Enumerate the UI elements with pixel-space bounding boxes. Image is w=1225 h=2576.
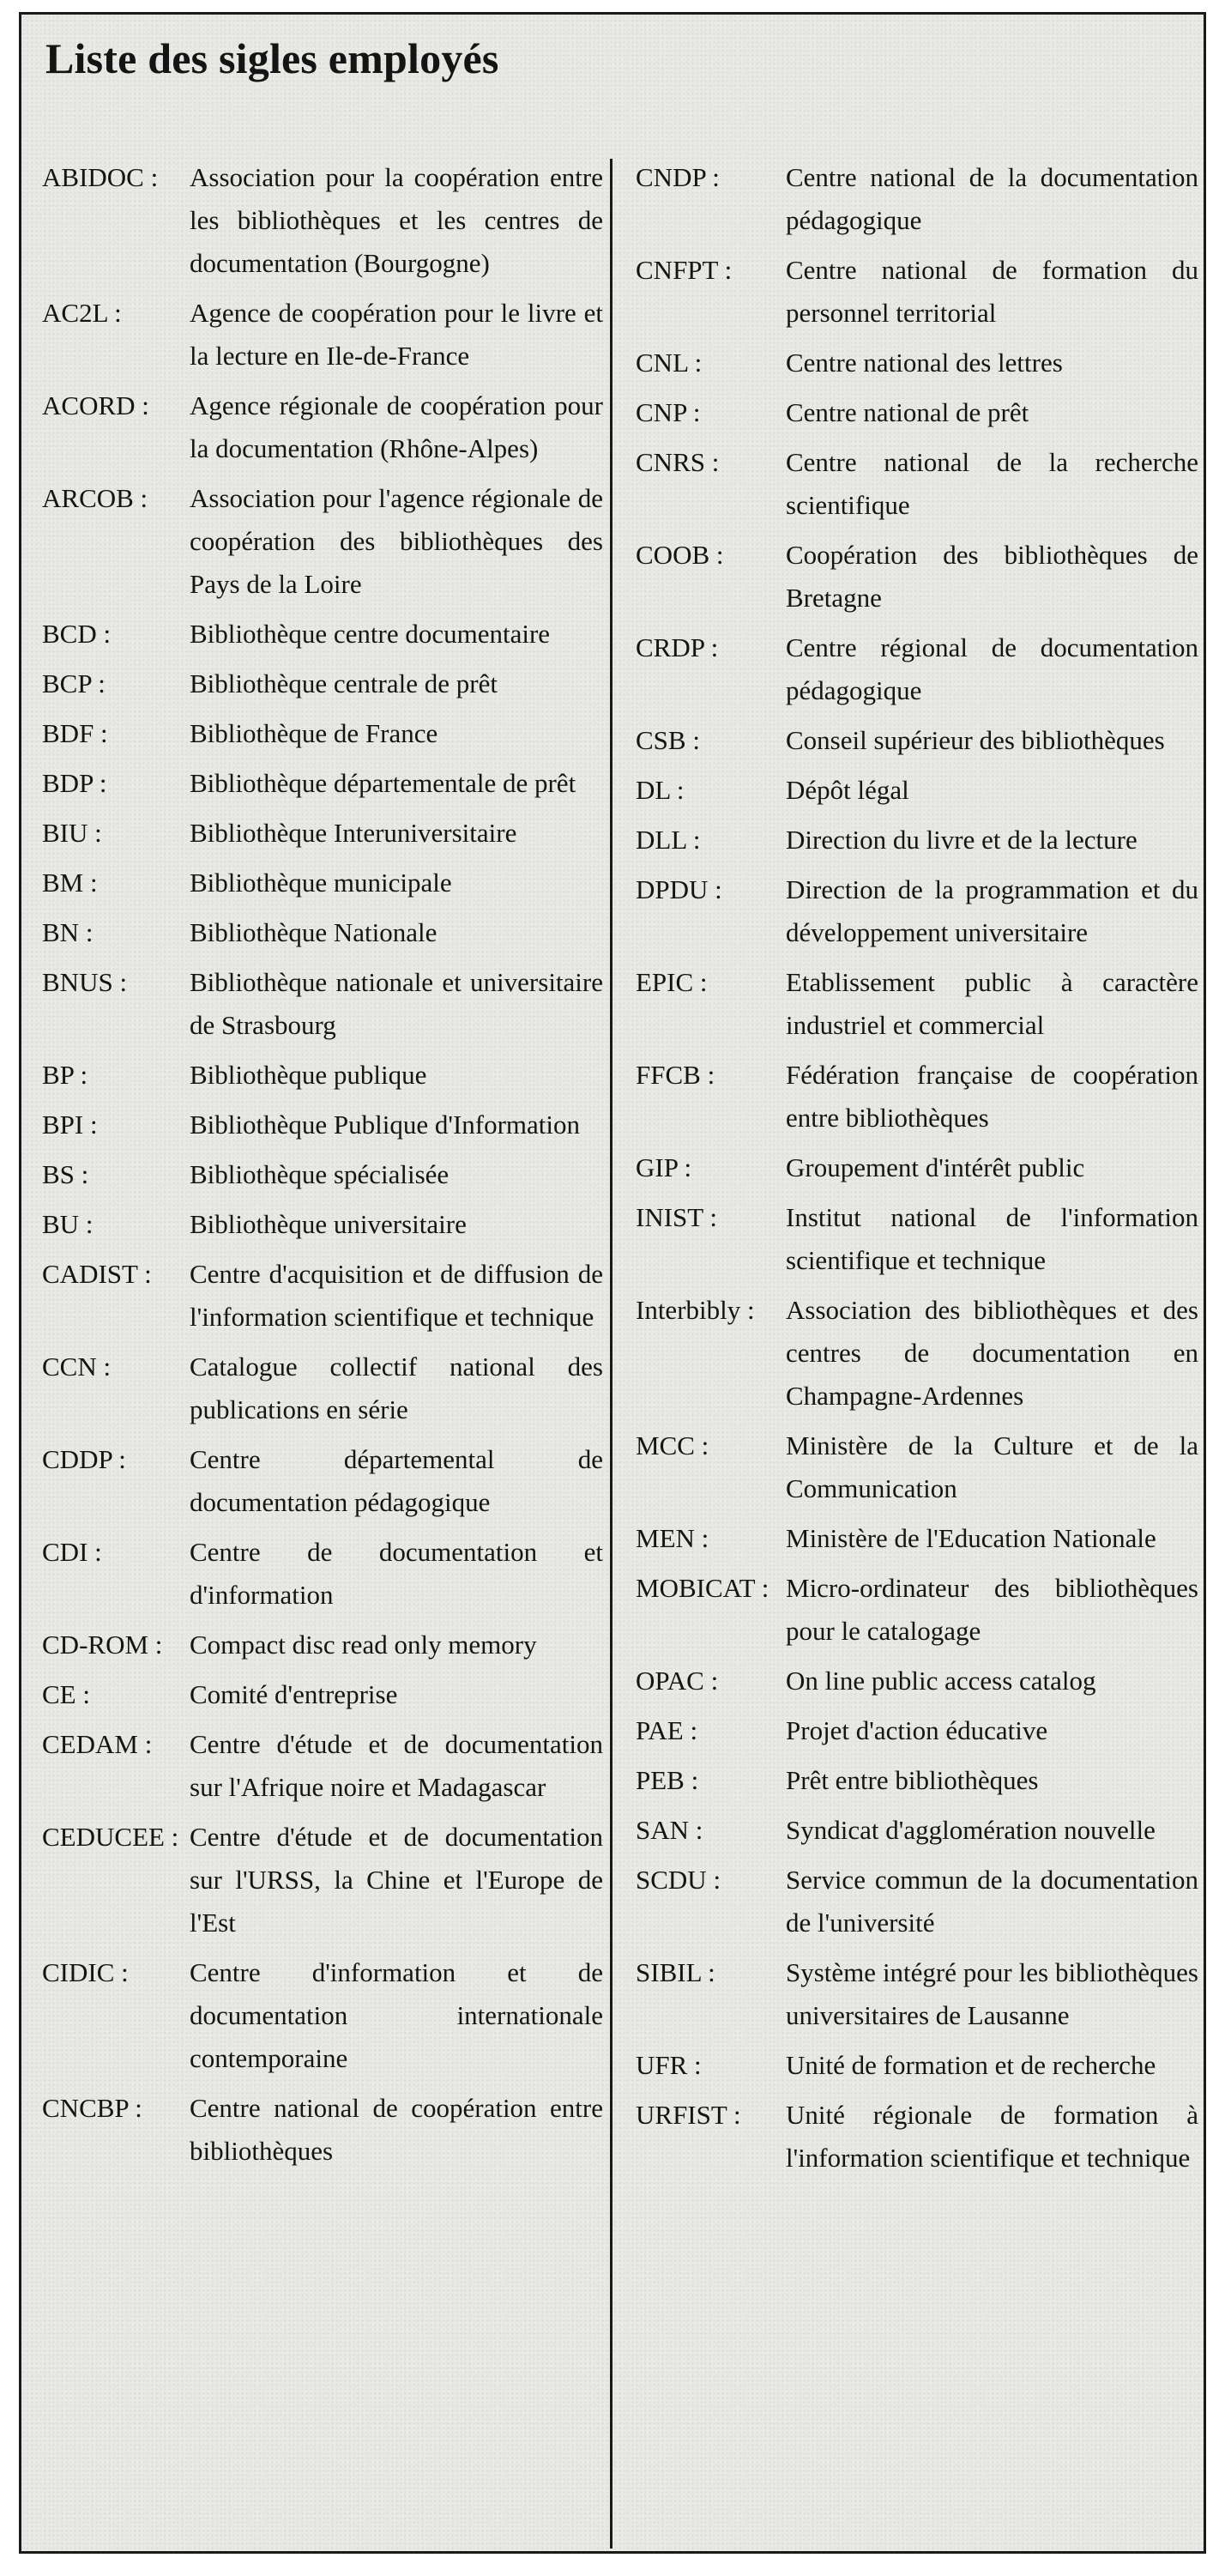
acronym-abbreviation: CADIST : bbox=[42, 1259, 152, 1289]
acronym-abbreviation: FFCB : bbox=[636, 1060, 715, 1090]
acronym-abbreviation: Interbibly : bbox=[636, 1295, 755, 1325]
acronym-definition: Bibliothèque municipale bbox=[190, 868, 452, 898]
acronym-definition: Association pour l'agence régionale de coopération des bibliothèques des Pays de la Loire bbox=[190, 483, 603, 599]
acronym-abbreviation: SCDU : bbox=[636, 1865, 721, 1895]
acronym-entry bbox=[636, 1424, 1198, 1510]
acronym-definition: Direction du livre et de la lecture bbox=[786, 825, 1138, 855]
acronym-definition: Bibliothèque centre documentaire bbox=[190, 619, 551, 649]
acronym-entry bbox=[42, 1624, 603, 1666]
acronym-entry bbox=[42, 712, 603, 755]
acronym-entry bbox=[636, 1660, 1198, 1702]
acronym-abbreviation: MEN : bbox=[636, 1523, 709, 1553]
acronym-definition: Coopération des bibliothèques de Bretagne bbox=[786, 540, 1198, 613]
acronym-entry bbox=[636, 1809, 1198, 1852]
acronym-definition: Centre d'étude et de documentation sur l'Afrique noire et Madagascar bbox=[190, 1729, 603, 1802]
acronym-abbreviation: COOB : bbox=[636, 540, 724, 570]
acronym-abbreviation: CD-ROM : bbox=[42, 1630, 163, 1660]
acronym-entry bbox=[42, 477, 603, 606]
acronym-entry bbox=[636, 1054, 1198, 1140]
acronym-abbreviation: BM : bbox=[42, 868, 98, 898]
acronym-entry bbox=[636, 441, 1198, 527]
acronym-definition: Centre régional de documentation pédagogique bbox=[786, 632, 1198, 705]
acronym-abbreviation: DPDU : bbox=[636, 874, 722, 904]
acronym-definition: Conseil supérieur des bibliothèques bbox=[786, 725, 1165, 755]
acronym-abbreviation: CNFPT : bbox=[636, 255, 733, 285]
acronym-definition: Institut national de l'information scientifique et technique bbox=[786, 1202, 1198, 1275]
acronym-definition: Bibliothèque spécialisée bbox=[190, 1159, 450, 1189]
right-column bbox=[636, 156, 1198, 2186]
acronym-entry bbox=[636, 1517, 1198, 1560]
acronym-abbreviation: CNDP : bbox=[636, 162, 720, 192]
acronym-definition: Bibliothèque de France bbox=[190, 718, 438, 748]
acronym-definition: Ministère de l'Education Nationale bbox=[786, 1523, 1156, 1553]
acronym-definition: Bibliothèque centrale de prêt bbox=[190, 668, 498, 698]
acronym-abbreviation: CDDP : bbox=[42, 1444, 126, 1474]
acronym-abbreviation: MOBICAT : bbox=[636, 1573, 769, 1603]
acronym-definition: Bibliothèque universitaire bbox=[190, 1209, 467, 1239]
acronym-entry bbox=[42, 762, 603, 805]
acronym-abbreviation: EPIC : bbox=[636, 967, 708, 997]
acronym-abbreviation: CIDIC : bbox=[42, 1957, 129, 1987]
acronym-definition: Centre national des lettres bbox=[786, 348, 1063, 378]
acronym-definition: Centre de documentation et d'information bbox=[190, 1537, 603, 1610]
acronym-abbreviation: GIP : bbox=[636, 1152, 692, 1182]
acronym-definition: Syndicat d'agglomération nouvelle bbox=[786, 1815, 1156, 1845]
acronym-definition: Bibliothèque Nationale bbox=[190, 917, 438, 947]
acronym-list-box bbox=[19, 12, 1206, 2554]
acronym-abbreviation: BP : bbox=[42, 1060, 88, 1090]
acronym-entry bbox=[636, 1951, 1198, 2037]
acronym-abbreviation: BNUS : bbox=[42, 967, 128, 997]
acronym-definition: Centre national de la documentation pédagogique bbox=[786, 162, 1198, 235]
acronym-entry bbox=[636, 1859, 1198, 1944]
acronym-abbreviation: INIST : bbox=[636, 1202, 718, 1232]
acronym-entry bbox=[42, 1531, 603, 1617]
acronym-entry bbox=[636, 1289, 1198, 1418]
acronym-entry bbox=[42, 1723, 603, 1809]
acronym-definition: Compact disc read only memory bbox=[190, 1630, 537, 1660]
acronym-definition: Bibliothèque Publique d'Information bbox=[190, 1110, 581, 1140]
acronym-abbreviation: CE : bbox=[42, 1679, 90, 1709]
acronym-entry bbox=[636, 342, 1198, 384]
acronym-abbreviation: ACORD : bbox=[42, 390, 149, 420]
acronym-definition: On line public access catalog bbox=[786, 1666, 1096, 1696]
acronym-entry bbox=[42, 1951, 603, 2080]
acronym-definition: Agence régionale de coopération pour la documentation (Rhône-Alpes) bbox=[190, 390, 603, 463]
acronym-entry bbox=[636, 249, 1198, 335]
acronym-abbreviation: BDF : bbox=[42, 718, 108, 748]
acronym-abbreviation: BU : bbox=[42, 1209, 94, 1239]
acronym-definition: Unité de formation et de recherche bbox=[786, 2050, 1156, 2080]
acronym-entry bbox=[636, 1196, 1198, 1282]
acronym-entry bbox=[636, 1759, 1198, 1802]
acronym-entry bbox=[636, 156, 1198, 242]
acronym-abbreviation: ABIDOC : bbox=[42, 162, 159, 192]
acronym-entry bbox=[42, 156, 603, 285]
acronym-abbreviation: CSB : bbox=[636, 725, 700, 755]
acronym-abbreviation: BS : bbox=[42, 1159, 89, 1189]
column-divider bbox=[610, 159, 612, 2549]
acronym-definition: Centre national de prêt bbox=[786, 397, 1029, 427]
acronym-entry bbox=[636, 819, 1198, 862]
acronym-entry bbox=[42, 384, 603, 470]
acronym-entry bbox=[636, 626, 1198, 712]
acronym-abbreviation: BIU : bbox=[42, 818, 102, 848]
acronym-definition: Catalogue collectif national des publications en série bbox=[190, 1351, 603, 1424]
acronym-definition: Direction de la programmation et du développement universitaire bbox=[786, 874, 1198, 947]
acronym-abbreviation: CNRS : bbox=[636, 447, 720, 477]
acronym-entry bbox=[636, 2044, 1198, 2087]
acronym-entry bbox=[42, 862, 603, 904]
acronym-entry bbox=[42, 1104, 603, 1146]
acronym-abbreviation: CRDP : bbox=[636, 632, 719, 662]
acronym-definition: Système intégré pour les bibliothèques universitaires de Lausanne bbox=[786, 1957, 1198, 2030]
acronym-definition: Ministère de la Culture et de la Communication bbox=[786, 1430, 1198, 1503]
acronym-abbreviation: BPI : bbox=[42, 1110, 98, 1140]
acronym-entry bbox=[636, 534, 1198, 620]
acronym-definition: Association des bibliothèques et des centres de documentation en Champagne-Ardennes bbox=[786, 1295, 1198, 1411]
acronym-definition: Bibliothèque départementale de prêt bbox=[190, 768, 576, 798]
acronym-abbreviation: DLL : bbox=[636, 825, 701, 855]
acronym-abbreviation: CDI : bbox=[42, 1537, 102, 1567]
acronym-abbreviation: PEB : bbox=[636, 1765, 699, 1795]
acronym-definition: Centre national de coopération entre bibliothèques bbox=[190, 2093, 603, 2166]
acronym-abbreviation: BN : bbox=[42, 917, 94, 947]
acronym-entry bbox=[42, 1054, 603, 1097]
acronym-abbreviation: PAE : bbox=[636, 1715, 698, 1745]
acronym-definition: Fédération française de coopération entre bibliothèques bbox=[786, 1060, 1198, 1133]
acronym-abbreviation: UFR : bbox=[636, 2050, 702, 2080]
acronym-entry bbox=[636, 961, 1198, 1047]
acronym-entry bbox=[42, 1153, 603, 1196]
acronym-entry bbox=[42, 662, 603, 705]
acronym-definition: Etablissement public à caractère industriel et commercial bbox=[786, 967, 1198, 1040]
acronym-abbreviation: BCP : bbox=[42, 668, 106, 698]
acronym-entry bbox=[636, 719, 1198, 762]
acronym-abbreviation: CNCBP : bbox=[42, 2093, 142, 2123]
acronym-entry bbox=[42, 1438, 603, 1524]
acronym-abbreviation: ARCOB : bbox=[42, 483, 148, 513]
acronym-abbreviation: CNP : bbox=[636, 397, 701, 427]
acronym-entry bbox=[636, 2094, 1198, 2180]
acronym-entry bbox=[42, 961, 603, 1047]
acronym-definition: Dépôt légal bbox=[786, 775, 909, 805]
acronym-definition: Projet d'action éducative bbox=[786, 1715, 1048, 1745]
acronym-abbreviation: SIBIL : bbox=[636, 1957, 715, 1987]
acronym-abbreviation: MCC : bbox=[636, 1430, 709, 1460]
acronym-definition: Comité d'entreprise bbox=[190, 1679, 398, 1709]
acronym-definition: Centre d'acquisition et de diffusion de l'information scientifique et technique bbox=[190, 1259, 603, 1332]
acronym-definition: Bibliothèque Interuniversitaire bbox=[190, 818, 517, 848]
acronym-definition: Micro-ordinateur des bibliothèques pour le catalogage bbox=[786, 1573, 1198, 1646]
acronym-definition: Groupement d'intérêt public bbox=[786, 1152, 1085, 1182]
page-title: Liste des sigles employés bbox=[45, 34, 499, 82]
acronym-definition: Centre national de la recherche scientifique bbox=[786, 447, 1198, 520]
acronym-definition: Unité régionale de formation à l'information scientifique et technique bbox=[786, 2100, 1198, 2173]
acronym-entry bbox=[636, 769, 1198, 812]
acronym-abbreviation: BCD : bbox=[42, 619, 112, 649]
acronym-abbreviation: CNL : bbox=[636, 348, 703, 378]
acronym-entry bbox=[42, 1816, 603, 1944]
acronym-entry bbox=[42, 2087, 603, 2173]
acronym-entry bbox=[636, 1146, 1198, 1189]
acronym-entry bbox=[42, 1673, 603, 1716]
acronym-definition: Centre d'information et de documentation internationale contemporaine bbox=[190, 1957, 603, 2073]
acronym-entry bbox=[42, 911, 603, 954]
acronym-abbreviation: AC2L : bbox=[42, 298, 122, 328]
acronym-entry bbox=[42, 812, 603, 855]
acronym-entry bbox=[42, 292, 603, 378]
acronym-abbreviation: CEDAM : bbox=[42, 1729, 153, 1759]
acronym-abbreviation: URFIST : bbox=[636, 2100, 741, 2130]
acronym-definition: Service commun de la documentation de l'université bbox=[786, 1865, 1198, 1938]
acronym-abbreviation: BDP : bbox=[42, 768, 107, 798]
acronym-entry bbox=[636, 868, 1198, 954]
acronym-abbreviation: CCN : bbox=[42, 1351, 112, 1382]
acronym-entry bbox=[636, 391, 1198, 434]
acronym-definition: Centre départemental de documentation pédagogique bbox=[190, 1444, 603, 1517]
acronym-definition: Agence de coopération pour le livre et la lecture en Ile-de-France bbox=[190, 298, 603, 371]
acronym-definition: Centre national de formation du personnel territorial bbox=[786, 255, 1198, 328]
acronym-entry bbox=[42, 1345, 603, 1431]
acronym-definition: Bibliothèque publique bbox=[190, 1060, 427, 1090]
acronym-abbreviation: SAN : bbox=[636, 1815, 703, 1845]
acronym-entry bbox=[42, 1253, 603, 1339]
acronym-entry bbox=[636, 1567, 1198, 1653]
acronym-entry bbox=[636, 1709, 1198, 1752]
acronym-definition: Centre d'étude et de documentation sur l'URSS, la Chine et l'Europe de l'Est bbox=[190, 1822, 603, 1938]
acronym-entry bbox=[42, 613, 603, 656]
left-column bbox=[42, 156, 603, 2180]
acronym-abbreviation: DL : bbox=[636, 775, 685, 805]
acronym-abbreviation: CEDUCEE : bbox=[42, 1822, 179, 1852]
acronym-definition: Association pour la coopération entre les bibliothèques et les centres de documentation (Bourgogne) bbox=[190, 162, 603, 278]
acronym-entry bbox=[42, 1203, 603, 1246]
acronym-definition: Bibliothèque nationale et universitaire de Strasbourg bbox=[190, 967, 603, 1040]
acronym-definition: Prêt entre bibliothèques bbox=[786, 1765, 1039, 1795]
acronym-abbreviation: OPAC : bbox=[636, 1666, 719, 1696]
